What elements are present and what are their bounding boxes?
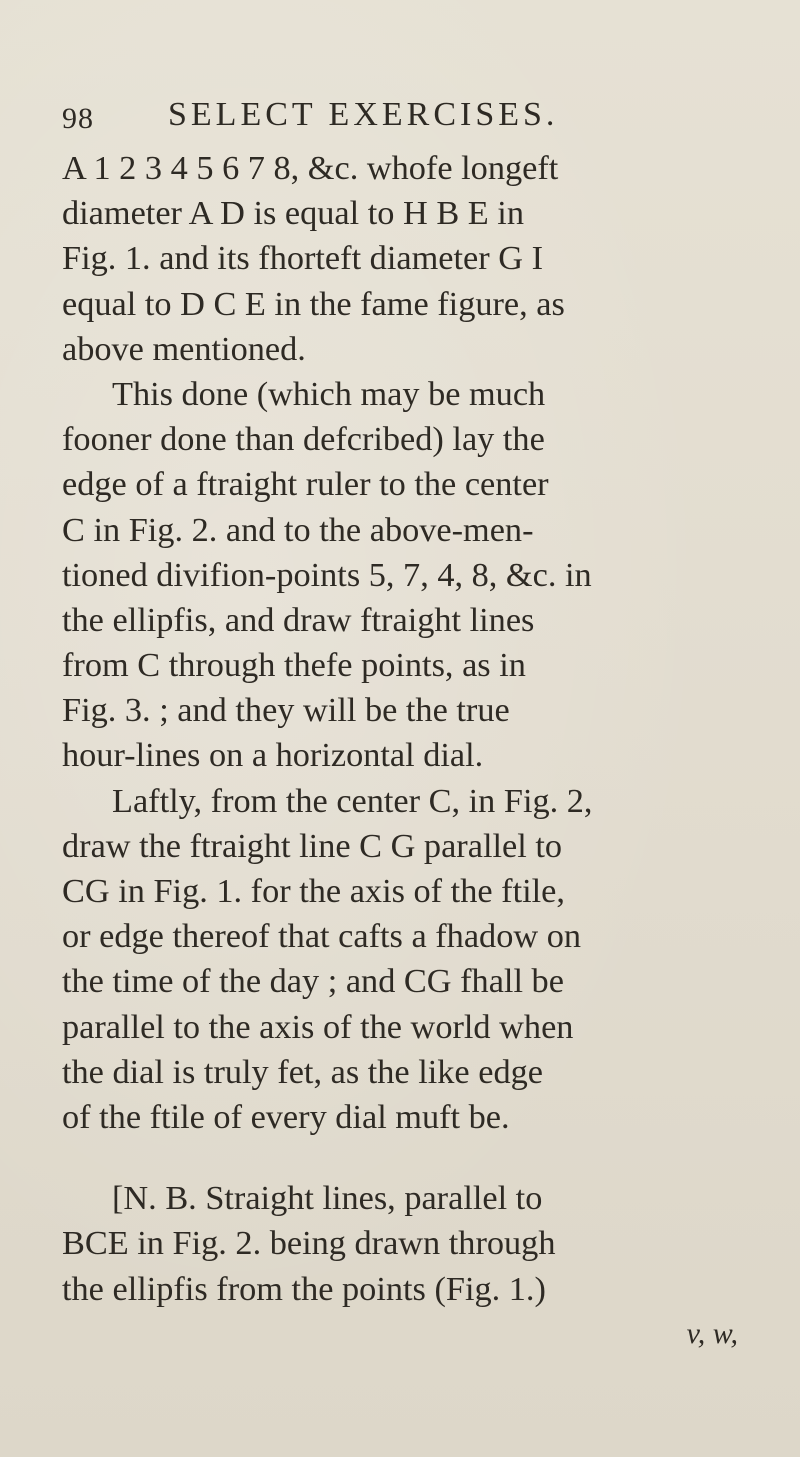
text-line: CG in Fig. 1. for the axis of the ftile, [62, 872, 565, 910]
text-line: above mentioned. [62, 329, 306, 368]
text-line: tioned divifion-points 5, 7, 4, 8, &c. in [62, 555, 592, 594]
body-text [62, 146, 782, 1356]
text-line: equal to D C E in the fame figure, as [62, 284, 565, 323]
text-line: the dial is truly fet, as the like edge [62, 1052, 543, 1091]
text-line: hour-lines on a horizontal dial. [62, 736, 484, 775]
text-line: parallel to the axis of the world when [62, 1007, 574, 1046]
text-line: or edge thereof that cafts a fhadow on [62, 917, 581, 956]
text-line: Fig. 1. and its fhorteft diameter G I [62, 239, 543, 278]
catchword: v, w, [686, 1316, 738, 1350]
text-line: from C through thefe points, as in [62, 646, 526, 685]
text-line: fooner done than defcribed) lay the [62, 420, 545, 459]
text-line: the time of the day ; and CG fhall be [62, 962, 564, 1001]
running-head: SELECT EXERCISES. [168, 96, 559, 133]
paragraph-start-line: [N. B. Straight lines, parallel to [112, 1179, 543, 1218]
text-line: edge of a ftraight ruler to the center [62, 465, 549, 504]
text-line: A 1 2 3 4 5 6 7 8, &c. whofe longeft [62, 149, 559, 187]
text-line: the ellipfis, and draw ftraight lines [62, 600, 535, 639]
text-line: draw the ftraight line C G parallel to [62, 826, 563, 865]
page-header [62, 96, 782, 140]
text-line: diameter A D is equal to H B E in [62, 194, 524, 233]
text-line: BCE in Fig. 2. being drawn through [62, 1224, 556, 1263]
text-line: of the ftile of every dial muft be. [62, 1097, 510, 1136]
text-line: the ellipfis from the points (Fig. 1.) [62, 1269, 546, 1308]
text-line: Fig. 3. ; and they will be the true [62, 691, 510, 730]
paragraph-start-line: Laftly, from the center C, in Fig. 2, [112, 781, 593, 820]
paragraph-start-line: This done (which may be much [112, 374, 546, 413]
page-number: 98 [62, 102, 94, 135]
paragraph-gap [62, 1140, 782, 1176]
text-line: C in Fig. 2. and to the above-men- [62, 510, 534, 549]
